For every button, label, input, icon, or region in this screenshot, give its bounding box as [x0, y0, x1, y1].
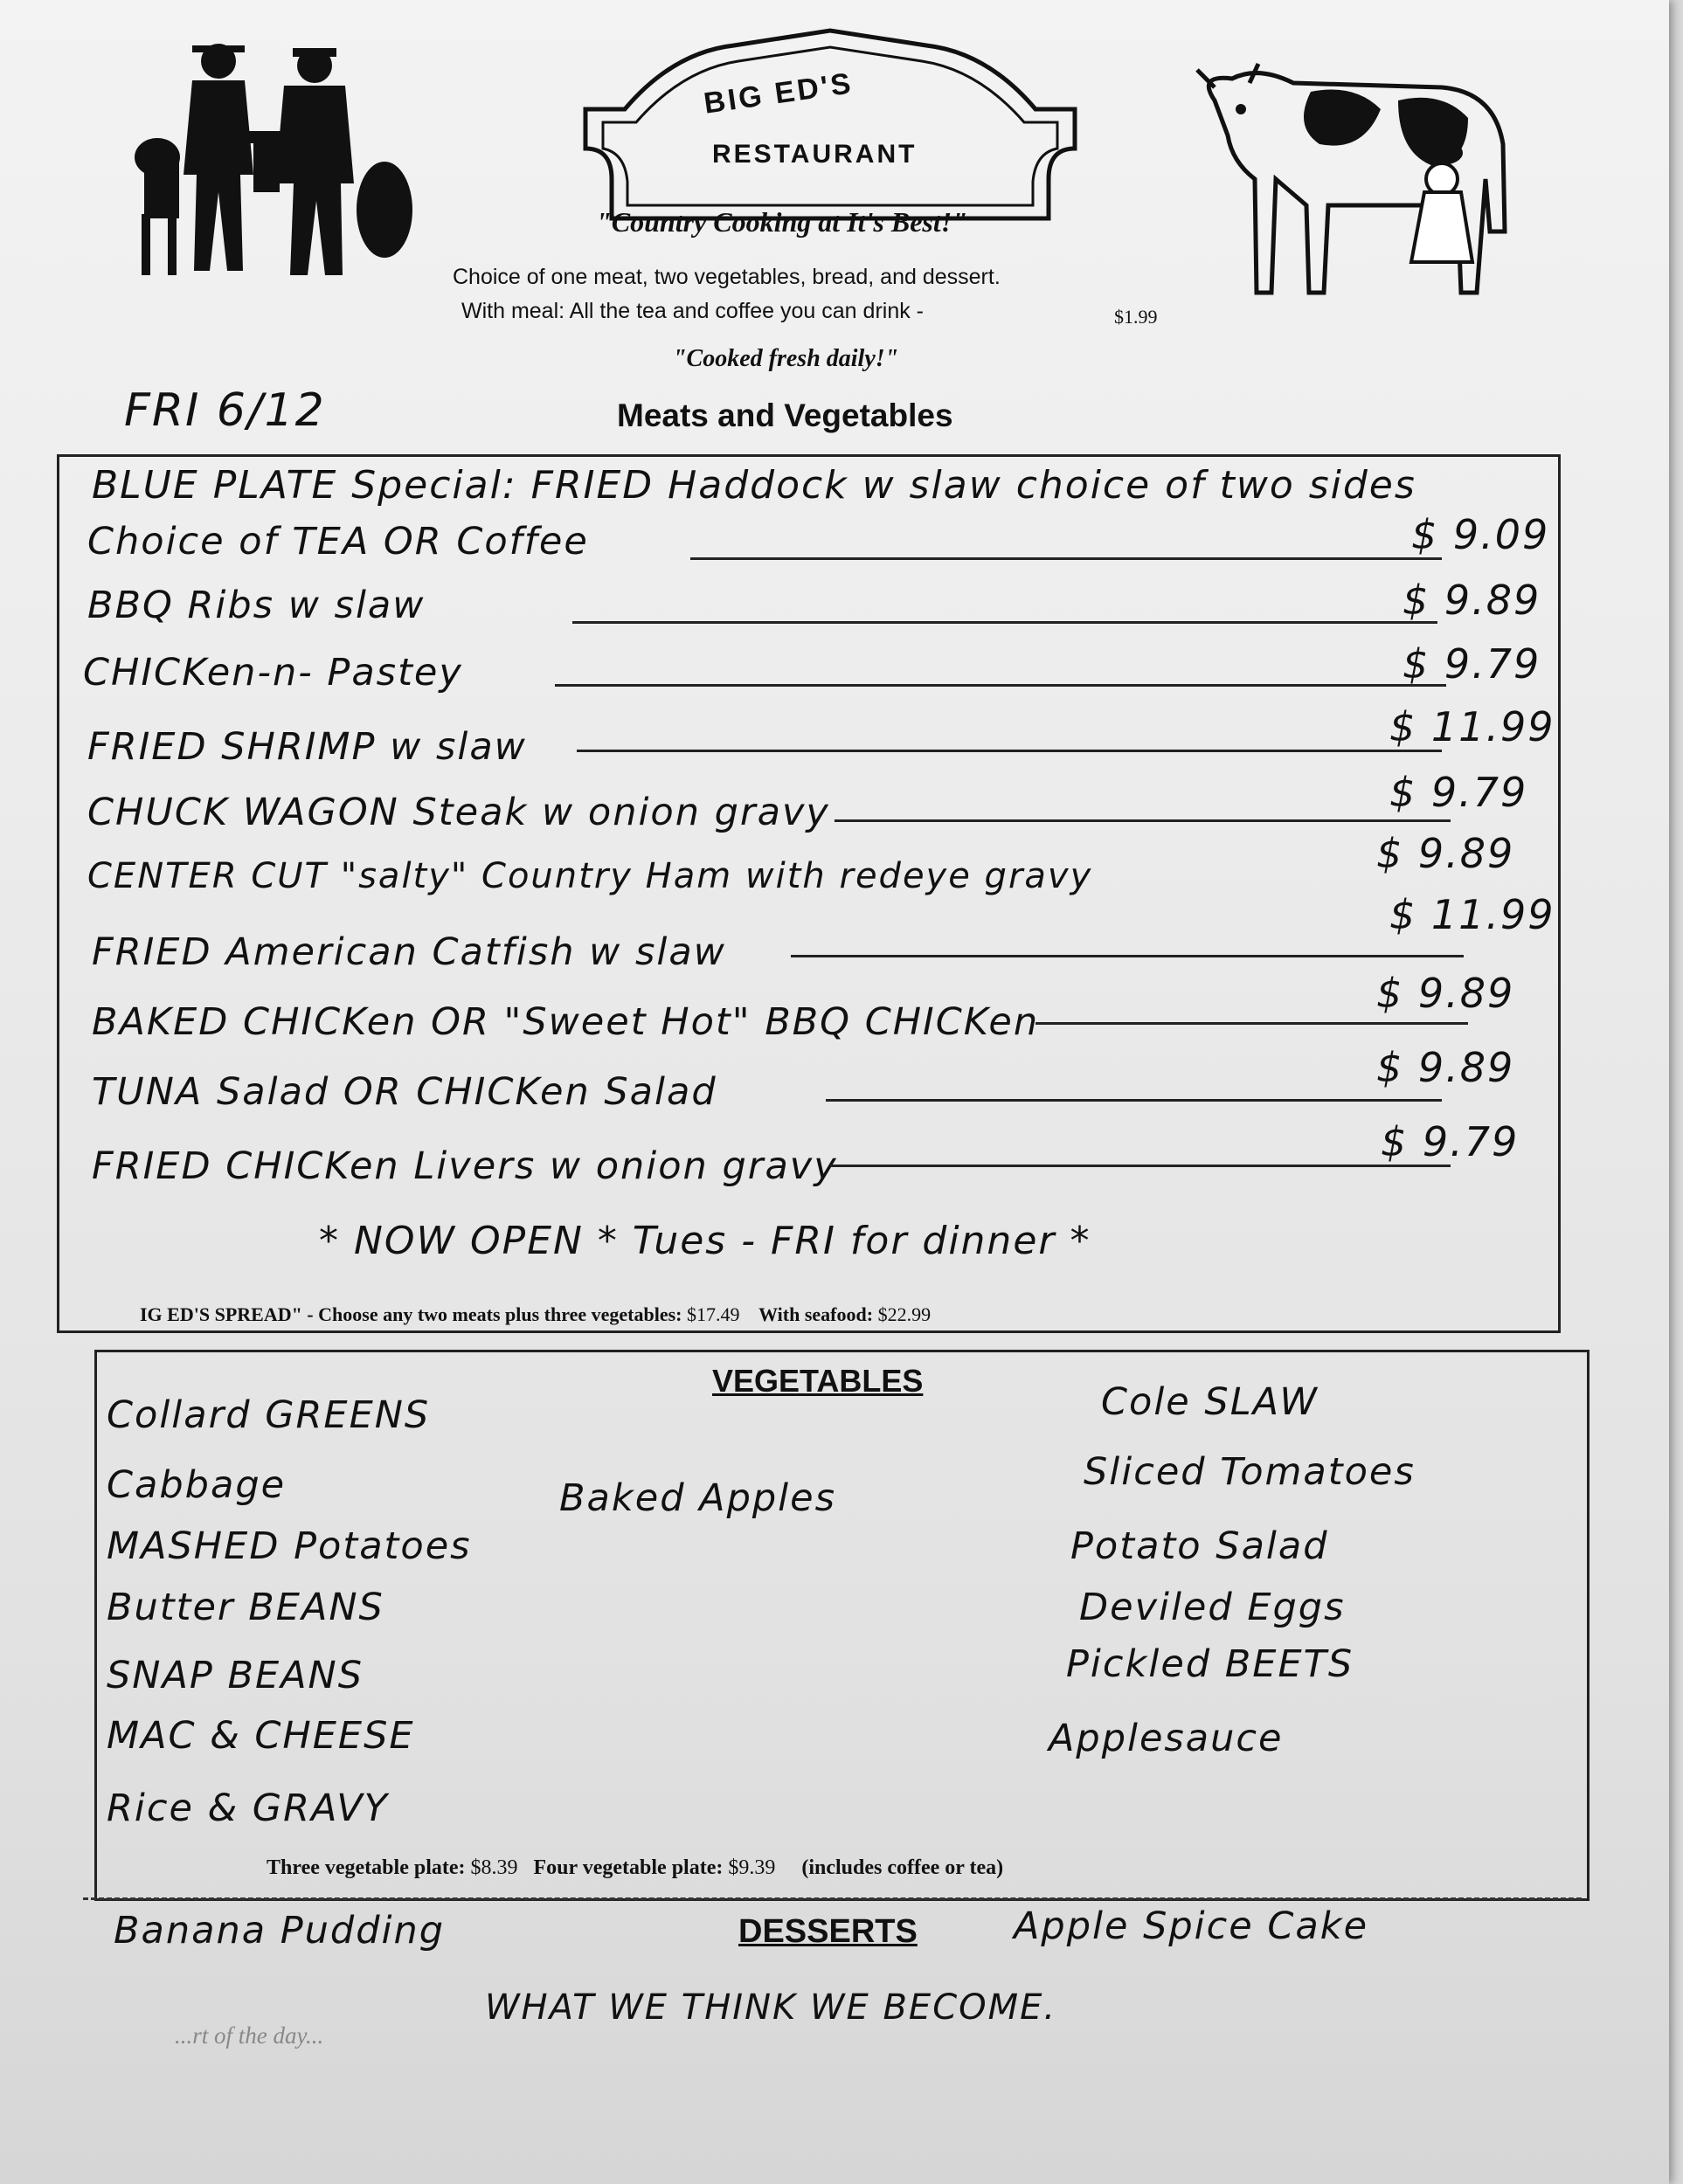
menu-item-name: CHUCK WAGON Steak w onion gravy: [87, 791, 830, 834]
farmers-silhouette-image: [122, 26, 419, 280]
menu-item-name: FRIED American Catfish w slaw: [92, 930, 726, 974]
vegetable-item: Applesauce: [1049, 1717, 1284, 1760]
blue-plate-special: BLUE PLATE Special: FRIED Haddock w slaw choice of two sides: [92, 463, 1416, 508]
menu-item-name: FRIED CHICKen Livers w onion gravy: [92, 1144, 838, 1188]
vegetable-item: MAC & CHEESE: [107, 1714, 415, 1758]
menu-item-price: $ 9.79: [1381, 1118, 1520, 1165]
restaurant-sign-frame: [577, 26, 1084, 223]
menu-item-name: TUNA Salad OR CHICKen Salad: [92, 1070, 717, 1114]
vegetable-plate-prices: [267, 1856, 1003, 1880]
price-leader-line: [791, 955, 1464, 957]
dessert-item: Apple Spice Cake: [1014, 1904, 1369, 1948]
menu-item-price: $ 9.79: [1402, 640, 1541, 688]
menu-item-price: $ 9.89: [1402, 577, 1541, 624]
meats-vegetables-title: Meats and Vegetables: [617, 397, 953, 433]
now-open-note: * NOW OPEN * Tues - FRI for dinner *: [319, 1219, 1091, 1263]
menu-item-name: BBQ Ribs w slaw: [87, 584, 426, 627]
restaurant-name: BIG ED'S: [702, 66, 855, 121]
vegetable-item: Butter BEANS: [107, 1586, 384, 1629]
vegetable-item: Cole SLAW: [1101, 1380, 1319, 1424]
spread-price: $17.49: [686, 1303, 740, 1325]
restaurant-subtitle: RESTAURANT: [712, 140, 918, 169]
drink-price: $1.99: [1114, 306, 1158, 328]
three-veg-plate-label: Three vegetable plate:: [267, 1856, 466, 1879]
price-leader-line: [572, 621, 1437, 624]
price-leader-line: [835, 819, 1451, 822]
vegetable-item: Baked Apples: [559, 1476, 836, 1520]
blue-plate-price: $ 9.09: [1411, 511, 1550, 558]
menu-item-name: CENTER CUT "salty" Country Ham with redeye gravy: [87, 856, 1093, 896]
menu-item-name: FRIED SHRIMP w slaw: [87, 725, 527, 769]
price-leader-line: [555, 684, 1446, 687]
meal-info-line2: With meal: All the tea and coffee you can drink -: [461, 299, 924, 323]
vegetable-item: Potato Salad: [1070, 1524, 1329, 1568]
seafood-label: With seafood:: [758, 1303, 874, 1325]
big-eds-spread-offer: [140, 1303, 931, 1326]
three-veg-plate-price: $8.39: [470, 1856, 518, 1879]
menu-date: FRI 6/12: [124, 384, 326, 437]
menu-item-price: $ 11.99: [1389, 703, 1555, 750]
desserts-title: DESSERTS: [738, 1913, 918, 1950]
menu-item-name: CHICKen-n- Pastey: [83, 651, 463, 695]
menu-item-price: $ 9.89: [1376, 830, 1515, 877]
seafood-price: $22.99: [877, 1303, 932, 1325]
four-veg-plate-label: Four vegetable plate:: [533, 1856, 724, 1879]
vegetable-item: Pickled BEETS: [1066, 1642, 1354, 1686]
menu-item-name: BAKED CHICKen OR "Sweet Hot" BBQ CHICKen: [92, 1000, 1040, 1044]
meal-info-line1: Choice of one meat, two vegetables, bread, and dessert.: [453, 265, 1001, 289]
four-veg-plate-price: $9.39: [728, 1856, 776, 1879]
vegetable-item: Sliced Tomatoes: [1084, 1450, 1416, 1494]
spread-text: IG ED'S SPREAD" - Choose any two meats plus three vegetables:: [140, 1303, 682, 1325]
menu-item-price: $ 9.89: [1376, 1044, 1515, 1091]
vegetable-item: Cabbage: [107, 1463, 287, 1507]
menu-item-price: $ 9.89: [1376, 970, 1515, 1017]
menu-item-price: $ 11.99: [1389, 891, 1555, 938]
price-leader-line: [577, 750, 1442, 752]
vegetable-item: Rice & GRAVY: [107, 1787, 389, 1830]
blue-plate-drink-choice: Choice of TEA OR Coffee: [87, 520, 589, 563]
price-leader-line: [830, 1165, 1451, 1167]
dessert-note: WHAT WE THINK WE BECOME.: [485, 1987, 1057, 2028]
price-leader-line: [690, 557, 1442, 560]
cooked-fresh-tagline: "Cooked fresh daily!": [673, 345, 899, 372]
vegetables-title: VEGETABLES: [712, 1363, 924, 1399]
price-leader-line: [1035, 1022, 1468, 1025]
vegetable-item: Collard GREENS: [107, 1393, 431, 1437]
desserts-divider: [83, 1897, 1582, 1900]
dessert-of-the-day-faint: ...rt of the day...: [175, 2022, 324, 2049]
menu-item-price: $ 9.79: [1389, 769, 1528, 816]
plate-note: (includes coffee or tea): [801, 1856, 1004, 1879]
cow-milkmaid-image: [1180, 48, 1547, 301]
dessert-item: Banana Pudding: [114, 1909, 445, 1952]
vegetable-item: SNAP BEANS: [107, 1654, 364, 1697]
tagline: "Country Cooking at It's Best!": [596, 206, 967, 238]
vegetable-item: MASHED Potatoes: [107, 1524, 472, 1568]
vegetable-item: Deviled Eggs: [1079, 1586, 1346, 1629]
price-leader-line: [826, 1099, 1442, 1102]
